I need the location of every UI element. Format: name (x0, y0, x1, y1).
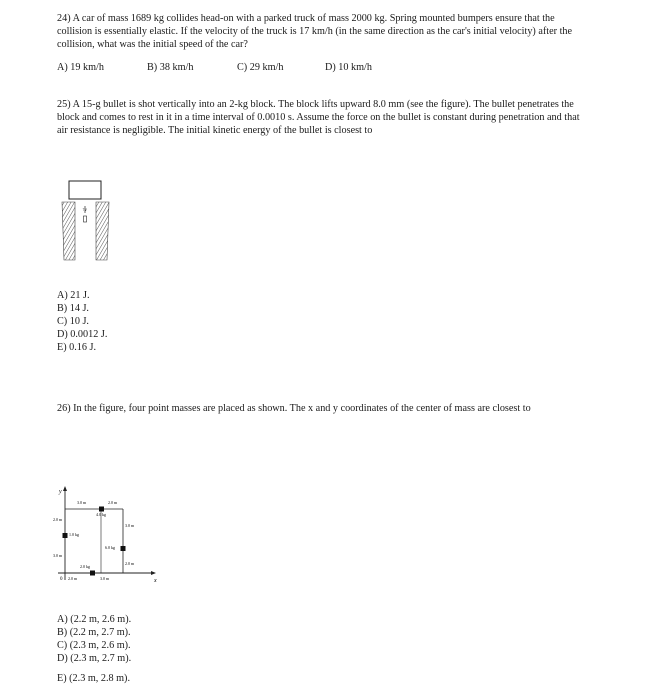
origin-label: 0 (60, 577, 63, 582)
mass-bottom-label: 2.0 kg (80, 564, 90, 569)
x-axis-label: x (154, 578, 157, 583)
mass-left (63, 533, 68, 538)
mass-right-label: 6.0 kg (105, 545, 115, 550)
q24-line-3: collision, what was the initial speed of the car? (57, 39, 248, 50)
left-lower-dim: 3.0 m (53, 553, 63, 558)
bottom-left-dim: 2.0 m (68, 576, 78, 581)
q25-option-c: C) 10 J. (57, 316, 89, 327)
q26-option-c: C) (2.3 m, 2.6 m). (57, 640, 131, 651)
mass-left-label: 1.0 kg (69, 532, 79, 537)
q24-choice-d: D) 10 km/h (325, 62, 372, 73)
bullet-block-figure (57, 178, 147, 268)
q25-option-e: E) 0.16 J. (57, 342, 97, 353)
x-axis-arrowhead (151, 571, 156, 575)
right-dim: 3.0 m (125, 523, 135, 528)
block (69, 181, 101, 199)
q26-option-d: D) (2.3 m, 2.7 m). (57, 653, 132, 664)
right-low-dim: 2.0 m (125, 561, 135, 566)
q25-line-2: block and comes to rest in it in a time interval of 0.0010 s. Assume the force on the bullet is constant during penetration and that (57, 112, 580, 123)
velocity-label: ↑v (82, 208, 87, 213)
bullet (84, 216, 87, 222)
q24-line-2: collision is essentially elastic. If the velocity of the truck is 17 km/h (in the same direction as the car's initial velocity) after the (57, 26, 573, 37)
bottom-right-dim: 3.0 m (100, 576, 110, 581)
q26-option-b: B) (2.2 m, 2.7 m). (57, 627, 131, 638)
q26-option-e: E) (2.3 m, 2.8 m). (57, 673, 130, 684)
y-axis-label: y (59, 489, 62, 495)
right-wall-hatch (96, 202, 109, 260)
q24-choice-b: B) 38 km/h (147, 62, 194, 73)
mass-right (121, 546, 126, 551)
q25-line-3: air resistance is negligible. The initial kinetic energy of the bullet is closest to (57, 125, 373, 136)
center-of-mass-figure (50, 483, 160, 583)
left-upper-dim: 2.0 m (53, 517, 63, 522)
q24-choice-a: A) 19 km/h (57, 62, 104, 73)
q24-line-1: 24) A car of mass 1689 kg collides head-on with a parked truck of mass 2000 kg. Spring mounted bumpers ensure that the (57, 13, 555, 24)
mass-top (99, 507, 104, 512)
left-wall-hatch (62, 202, 75, 260)
q25-option-a: A) 21 J. (57, 290, 90, 301)
q25-line-1: 25) A 15-g bullet is shot vertically into an 2-kg block. The block lifts upward 8.0 mm (see the figure). The bullet penetrates the (57, 99, 574, 110)
mass-bottom (90, 571, 95, 576)
q26-line-1: 26) In the figure, four point masses are placed as shown. The x and y coordinates of the center of mass are closest to (57, 403, 531, 414)
mass-top-label: 4.0 kg (96, 512, 106, 517)
top-left-dim: 3.0 m (77, 500, 87, 505)
q26-option-a: A) (2.2 m, 2.6 m). (57, 614, 132, 625)
q25-option-d: D) 0.0012 J. (57, 329, 108, 340)
y-axis-arrowhead (63, 486, 67, 491)
top-right-dim: 2.0 m (108, 500, 118, 505)
q24-choice-c: C) 29 km/h (237, 62, 284, 73)
q25-option-b: B) 14 J. (57, 303, 89, 314)
